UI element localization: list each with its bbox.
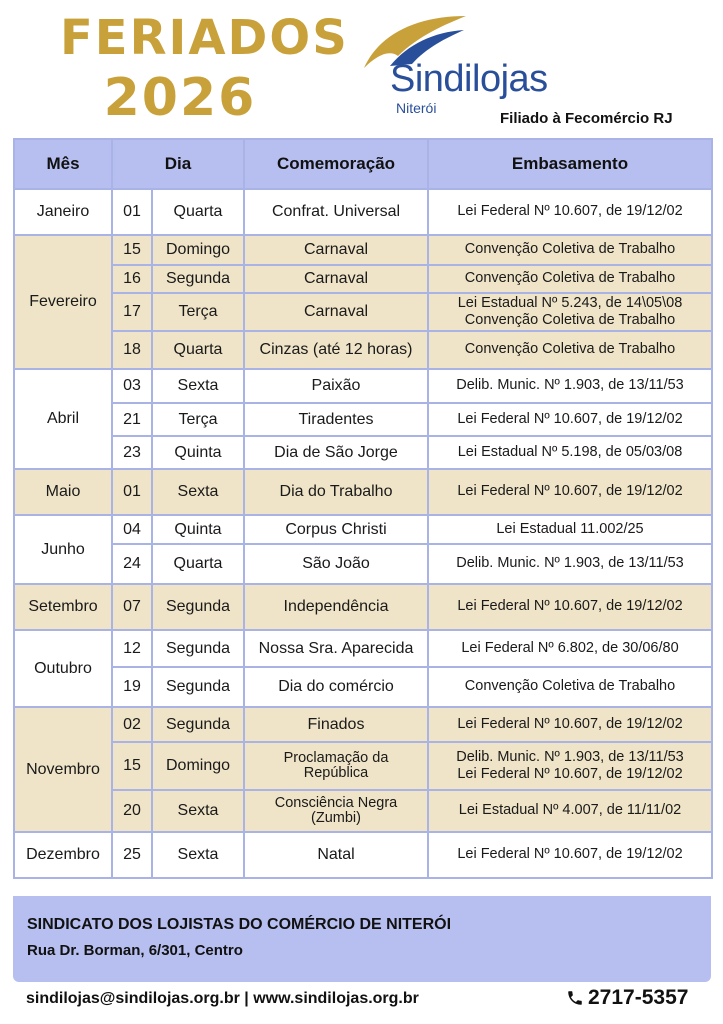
weekday-cell: Sexta xyxy=(152,469,244,515)
month-cell: Dezembro xyxy=(14,832,112,878)
basis-line: Lei Estadual Nº 5.243, de 14\05\08 xyxy=(457,294,683,311)
day-number-cell: 24 xyxy=(112,544,152,584)
event-cell xyxy=(244,515,428,544)
day-number-cell: 23 xyxy=(112,436,152,469)
basis-cell xyxy=(428,790,712,832)
day-number-cell: 19 xyxy=(112,667,152,707)
event-cell xyxy=(244,436,428,469)
day-number-cell: 01 xyxy=(112,189,152,235)
weekday-cell: Quarta xyxy=(152,189,244,235)
table-row xyxy=(14,436,712,469)
basis-cell xyxy=(428,584,712,630)
header-month: Mês xyxy=(14,139,112,189)
month-cell: Abril xyxy=(14,369,112,469)
table-row xyxy=(14,515,712,544)
event-line: Finados xyxy=(307,715,365,733)
basis-cell xyxy=(428,667,712,707)
event-cell xyxy=(244,293,428,331)
basis-line: Lei Federal Nº 10.607, de 19/12/02 xyxy=(457,766,683,782)
basis-cell xyxy=(428,515,712,544)
basis-line: Lei Estadual 11.002/25 xyxy=(496,520,644,537)
page-title-year: 2026 xyxy=(103,68,257,128)
basis-line: Lei Federal Nº 10.607, de 19/12/02 xyxy=(457,846,683,863)
event-cell xyxy=(244,584,428,630)
day-number-cell: 02 xyxy=(112,707,152,742)
event-line: Carnaval xyxy=(303,303,369,320)
event-line: Dia do comércio xyxy=(278,678,394,695)
weekday-cell: Quinta xyxy=(152,436,244,469)
basis-line: Convenção Coletiva de Trabalho xyxy=(464,241,676,258)
weekday-cell: Quinta xyxy=(152,515,244,544)
table-row xyxy=(14,403,712,436)
basis-line: Convenção Coletiva de Trabalho xyxy=(464,270,676,287)
basis-cell xyxy=(428,293,712,331)
event-cell xyxy=(244,469,428,515)
day-number-cell: 01 xyxy=(112,469,152,515)
month-cell: Maio xyxy=(14,469,112,515)
day-number-cell: 15 xyxy=(112,742,152,790)
table-header-row xyxy=(14,139,712,189)
org-address: Rua Dr. Borman, 6/301, Centro xyxy=(27,942,243,959)
month-cell: Novembro xyxy=(14,707,112,832)
table-row xyxy=(14,790,712,832)
basis-line: Convenção Coletiva de Trabalho xyxy=(464,678,676,695)
day-number-cell: 04 xyxy=(112,515,152,544)
table-row xyxy=(14,707,712,742)
basis-line: Delib. Munic. Nº 1.903, de 13/11/53 xyxy=(456,377,684,394)
event-line: Natal xyxy=(317,846,355,863)
event-line: Proclamação da xyxy=(283,749,389,766)
basis-cell xyxy=(428,832,712,878)
event-line: Tiradentes xyxy=(298,410,374,428)
event-line: Confrat. Universal xyxy=(271,203,401,220)
weekday-cell: Sexta xyxy=(152,369,244,403)
event-line: Consciência Negra xyxy=(274,794,398,811)
footer-box xyxy=(13,896,711,982)
table-row xyxy=(14,630,712,667)
basis-line: Delib. Munic. Nº 1.903, de 13/11/53 xyxy=(456,748,684,765)
basis-line: Lei Federal Nº 10.607, de 19/12/02 xyxy=(457,483,683,500)
basis-cell xyxy=(428,403,712,436)
event-line: Carnaval xyxy=(303,241,369,258)
table-row xyxy=(14,667,712,707)
day-number-cell: 25 xyxy=(112,832,152,878)
day-number-cell: 16 xyxy=(112,265,152,293)
event-cell xyxy=(244,331,428,369)
event-cell xyxy=(244,189,428,235)
basis-cell xyxy=(428,369,712,403)
table-row xyxy=(14,469,712,515)
event-line: Carnaval xyxy=(303,270,369,287)
weekday-cell: Segunda xyxy=(152,667,244,707)
day-number-cell: 21 xyxy=(112,403,152,436)
header-basis: Embasamento xyxy=(428,139,712,189)
weekday-cell: Sexta xyxy=(152,790,244,832)
basis-cell xyxy=(428,707,712,742)
basis-line: Lei Federal Nº 10.607, de 19/12/02 xyxy=(457,203,683,220)
table-row xyxy=(14,742,712,790)
month-cell: Setembro xyxy=(14,584,112,630)
event-line: Independência xyxy=(283,598,389,615)
event-cell xyxy=(244,403,428,436)
event-cell xyxy=(244,707,428,742)
event-cell xyxy=(244,265,428,293)
day-number-cell: 03 xyxy=(112,369,152,403)
basis-cell xyxy=(428,544,712,584)
weekday-cell: Segunda xyxy=(152,265,244,293)
basis-line: Lei Federal Nº 10.607, de 19/12/02 xyxy=(457,598,683,615)
month-cell: Janeiro xyxy=(14,189,112,235)
page-title: FERIADOS xyxy=(60,10,349,66)
table-row xyxy=(14,235,712,265)
weekday-cell: Sexta xyxy=(152,832,244,878)
basis-line: Lei Federal Nº 10.607, de 19/12/02 xyxy=(457,410,683,427)
phone-number: 2717-5357 xyxy=(588,986,689,1009)
basis-line: Convenção Coletiva de Trabalho xyxy=(464,341,676,358)
phone-contact[interactable] xyxy=(566,986,688,1010)
basis-cell xyxy=(428,235,712,265)
table-row xyxy=(14,189,712,235)
event-line: Cinzas (até 12 horas) xyxy=(259,341,413,358)
event-line: Dia de São Jorge xyxy=(274,443,398,461)
event-line: Paixão xyxy=(311,377,361,394)
day-number-cell: 07 xyxy=(112,584,152,630)
basis-line: Convenção Coletiva de Trabalho xyxy=(464,312,676,328)
weekday-cell: Segunda xyxy=(152,707,244,742)
day-number-cell: 15 xyxy=(112,235,152,265)
day-number-cell: 18 xyxy=(112,331,152,369)
day-number-cell: 12 xyxy=(112,630,152,667)
month-cell: Fevereiro xyxy=(14,235,112,369)
day-number-cell: 17 xyxy=(112,293,152,331)
event-cell xyxy=(244,742,428,790)
weekday-cell: Quarta xyxy=(152,331,244,369)
event-line: Dia do Trabalho xyxy=(279,483,393,500)
weekday-cell: Quarta xyxy=(152,544,244,584)
event-line: (Zumbi) xyxy=(311,810,361,826)
header-event: Comemoração xyxy=(244,139,428,189)
event-cell xyxy=(244,832,428,878)
basis-cell xyxy=(428,189,712,235)
org-name: SINDICATO DOS LOJISTAS DO COMÉRCIO DE NITERÓI xyxy=(27,916,452,933)
table-body xyxy=(14,189,712,878)
basis-line: Lei Estadual Nº 5.198, de 05/03/08 xyxy=(457,443,683,460)
holidays-table xyxy=(13,138,713,879)
event-line: República xyxy=(303,765,369,781)
day-number-cell: 20 xyxy=(112,790,152,832)
weekday-cell: Domingo xyxy=(152,742,244,790)
basis-line: Lei Federal Nº 10.607, de 19/12/02 xyxy=(457,715,683,732)
basis-cell xyxy=(428,630,712,667)
header-day: Dia xyxy=(112,139,244,189)
logo-city: Niterói xyxy=(396,100,437,116)
event-cell xyxy=(244,790,428,832)
table-row xyxy=(14,331,712,369)
event-line: São João xyxy=(302,555,370,572)
holidays-table-wrap xyxy=(13,138,711,879)
weekday-cell: Domingo xyxy=(152,235,244,265)
table-row xyxy=(14,293,712,331)
event-cell xyxy=(244,544,428,584)
basis-cell xyxy=(428,469,712,515)
event-cell xyxy=(244,667,428,707)
basis-line: Delib. Munic. Nº 1.903, de 13/11/53 xyxy=(456,555,684,572)
event-cell xyxy=(244,235,428,265)
basis-cell xyxy=(428,265,712,293)
month-cell: Outubro xyxy=(14,630,112,707)
basis-cell xyxy=(428,331,712,369)
event-cell xyxy=(244,630,428,667)
table-row xyxy=(14,265,712,293)
basis-line: Lei Estadual Nº 4.007, de 11/11/02 xyxy=(458,802,682,819)
logo-name: Sindilojas xyxy=(390,58,548,100)
weekday-cell: Terça xyxy=(152,403,244,436)
contact-line[interactable]: sindilojas@sindilojas.org.br | www.sindilojas.org.br xyxy=(26,990,419,1007)
basis-cell xyxy=(428,436,712,469)
month-cell: Junho xyxy=(14,515,112,584)
weekday-cell: Terça xyxy=(152,293,244,331)
table-row xyxy=(14,584,712,630)
weekday-cell: Segunda xyxy=(152,630,244,667)
affiliation-text: Filiado à Fecomércio RJ xyxy=(500,110,673,127)
phone-icon xyxy=(566,988,584,1008)
table-row xyxy=(14,369,712,403)
basis-line: Lei Federal Nº 6.802, de 30/06/80 xyxy=(461,639,679,656)
basis-cell xyxy=(428,742,712,790)
event-line: Corpus Christi xyxy=(285,520,387,538)
event-cell xyxy=(244,369,428,403)
table-row xyxy=(14,832,712,878)
event-line: Nossa Sra. Aparecida xyxy=(258,639,414,657)
table-row xyxy=(14,544,712,584)
weekday-cell: Segunda xyxy=(152,584,244,630)
